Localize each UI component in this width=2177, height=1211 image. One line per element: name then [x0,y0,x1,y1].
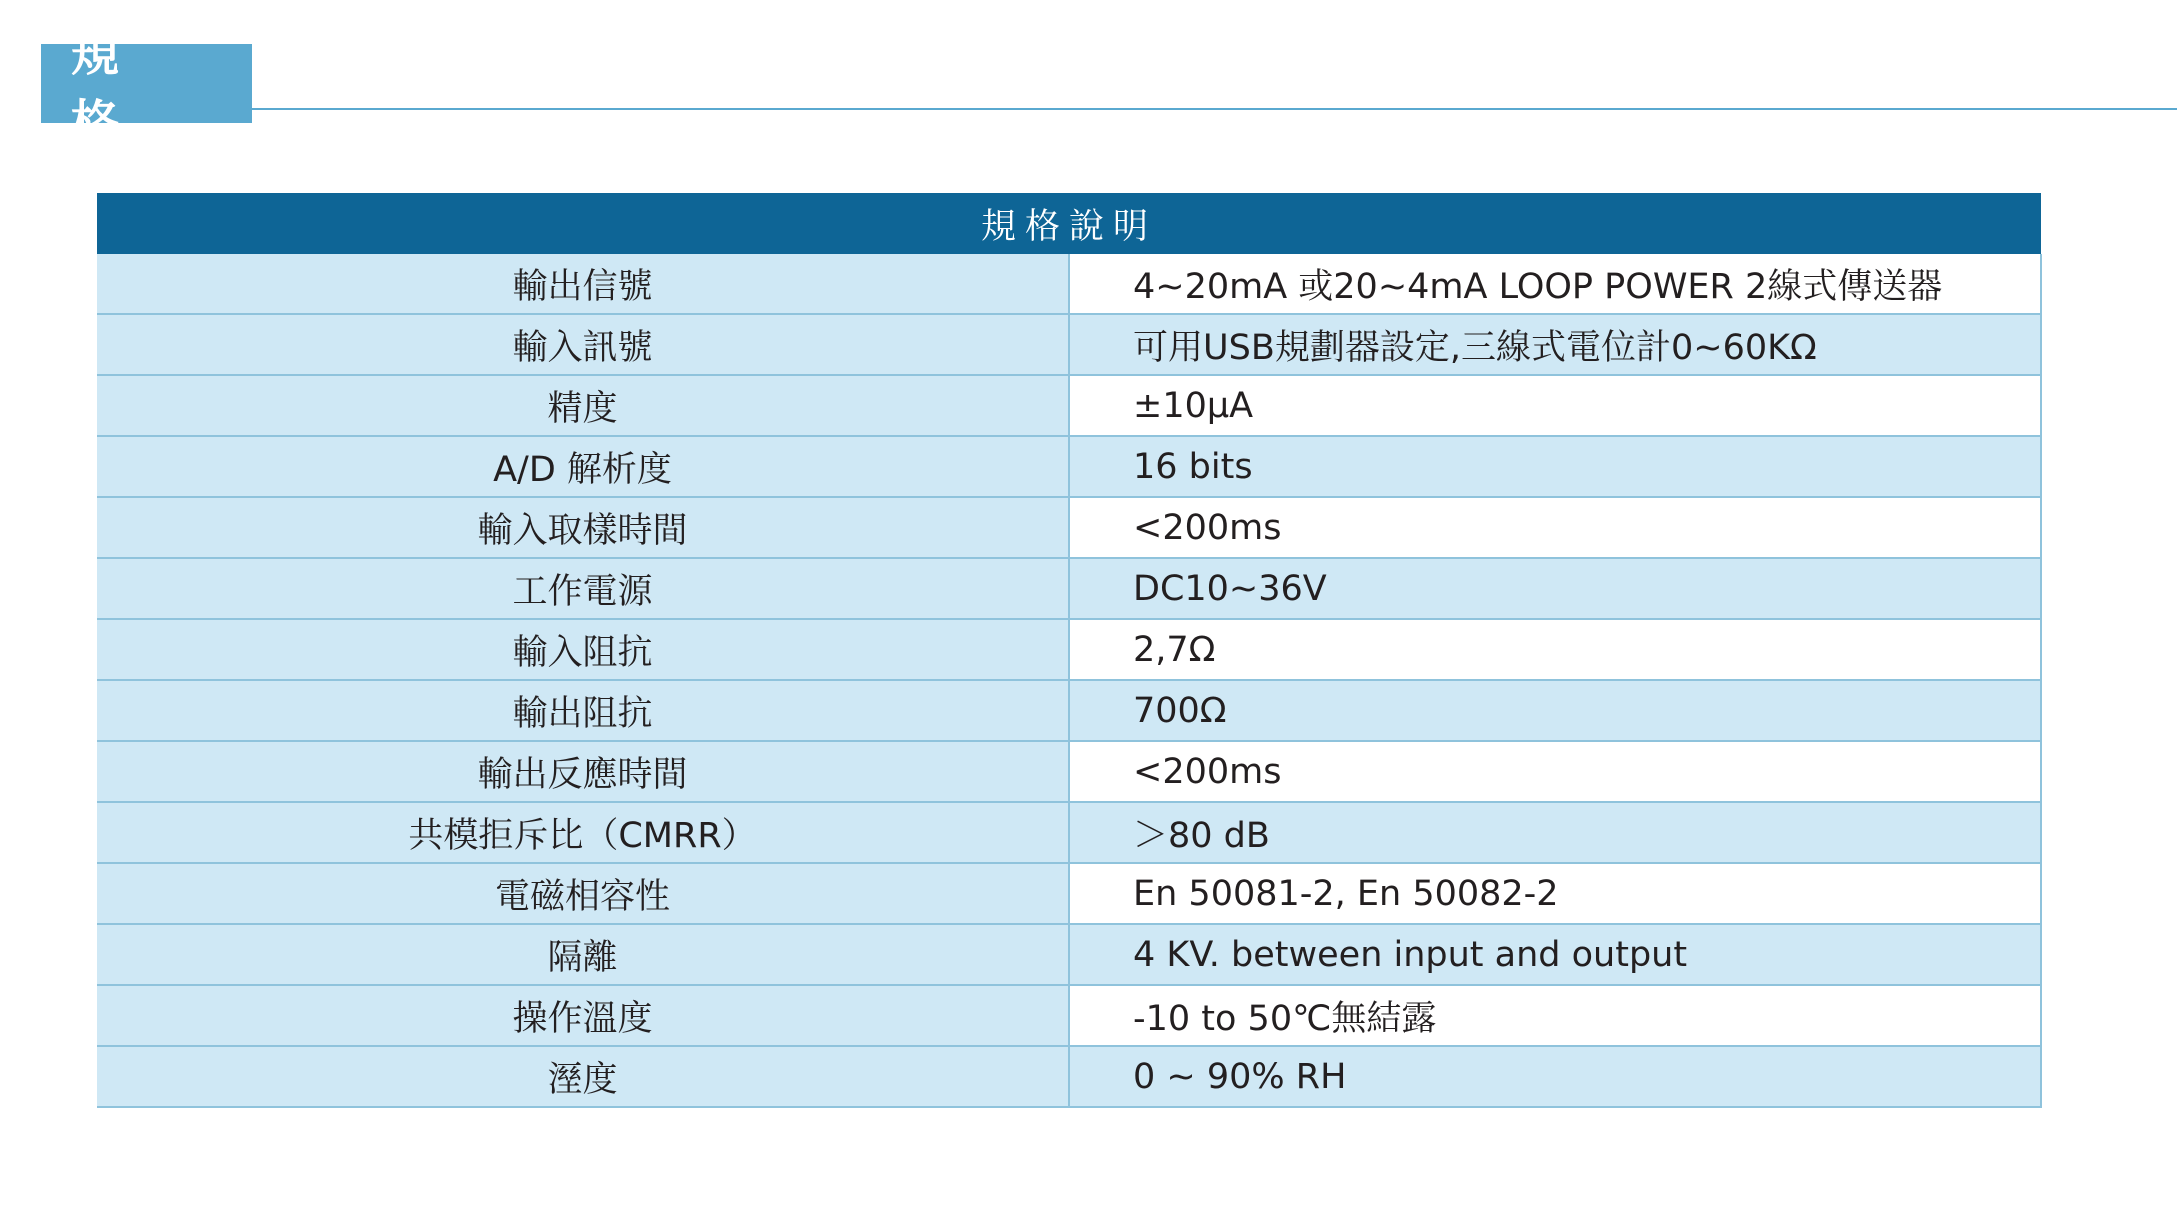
spec-label: 輸出反應時間 [97,741,1069,802]
table-row [97,1046,2041,1107]
table-row [97,254,2041,314]
spec-table-header-row [97,193,2041,254]
spec-value: 可用USB規劃器設定,三線式電位計0~60KΩ [1069,314,2041,375]
table-row [97,314,2041,375]
spec-table-header: 規格說明 [97,193,2041,254]
table-row [97,497,2041,558]
spec-value: 4 KV. between input and output [1069,924,2041,985]
spec-value: 700Ω [1069,680,2041,741]
spec-label: 輸出信號 [97,254,1069,314]
spec-value: 2,7Ω [1069,619,2041,680]
table-row [97,680,2041,741]
spec-label: 共模拒斥比（CMRR） [97,802,1069,863]
spec-label: 輸入訊號 [97,314,1069,375]
table-row [97,741,2041,802]
spec-value: ＞80 dB [1069,802,2041,863]
table-row [97,863,2041,924]
table-row [97,375,2041,436]
spec-label: A/D 解析度 [97,436,1069,497]
spec-value: DC10~36V [1069,558,2041,619]
table-row [97,802,2041,863]
section-divider [252,108,2177,110]
spec-label: 溼度 [97,1046,1069,1107]
spec-table-body [97,254,2041,1107]
spec-table [97,193,2042,1108]
spec-label: 操作溫度 [97,985,1069,1046]
spec-label: 精度 [97,375,1069,436]
spec-value: 16 bits [1069,436,2041,497]
spec-value: <200ms [1069,741,2041,802]
spec-label: 電磁相容性 [97,863,1069,924]
spec-value: En 50081-2, En 50082-2 [1069,863,2041,924]
table-row [97,558,2041,619]
table-row [97,619,2041,680]
spec-label: 輸入阻抗 [97,619,1069,680]
spec-label: 工作電源 [97,558,1069,619]
section-title: 規 格 [41,44,252,123]
spec-value: 4~20mA 或20~4mA LOOP POWER 2線式傳送器 [1069,254,2041,314]
spec-value: -10 to 50℃無結露 [1069,985,2041,1046]
spec-value: 0 ~ 90% RH [1069,1046,2041,1107]
spec-label: 隔離 [97,924,1069,985]
table-row [97,436,2041,497]
spec-label: 輸出阻抗 [97,680,1069,741]
table-row [97,985,2041,1046]
table-row [97,924,2041,985]
spec-value: ±10μA [1069,375,2041,436]
spec-value: <200ms [1069,497,2041,558]
spec-label: 輸入取樣時間 [97,497,1069,558]
